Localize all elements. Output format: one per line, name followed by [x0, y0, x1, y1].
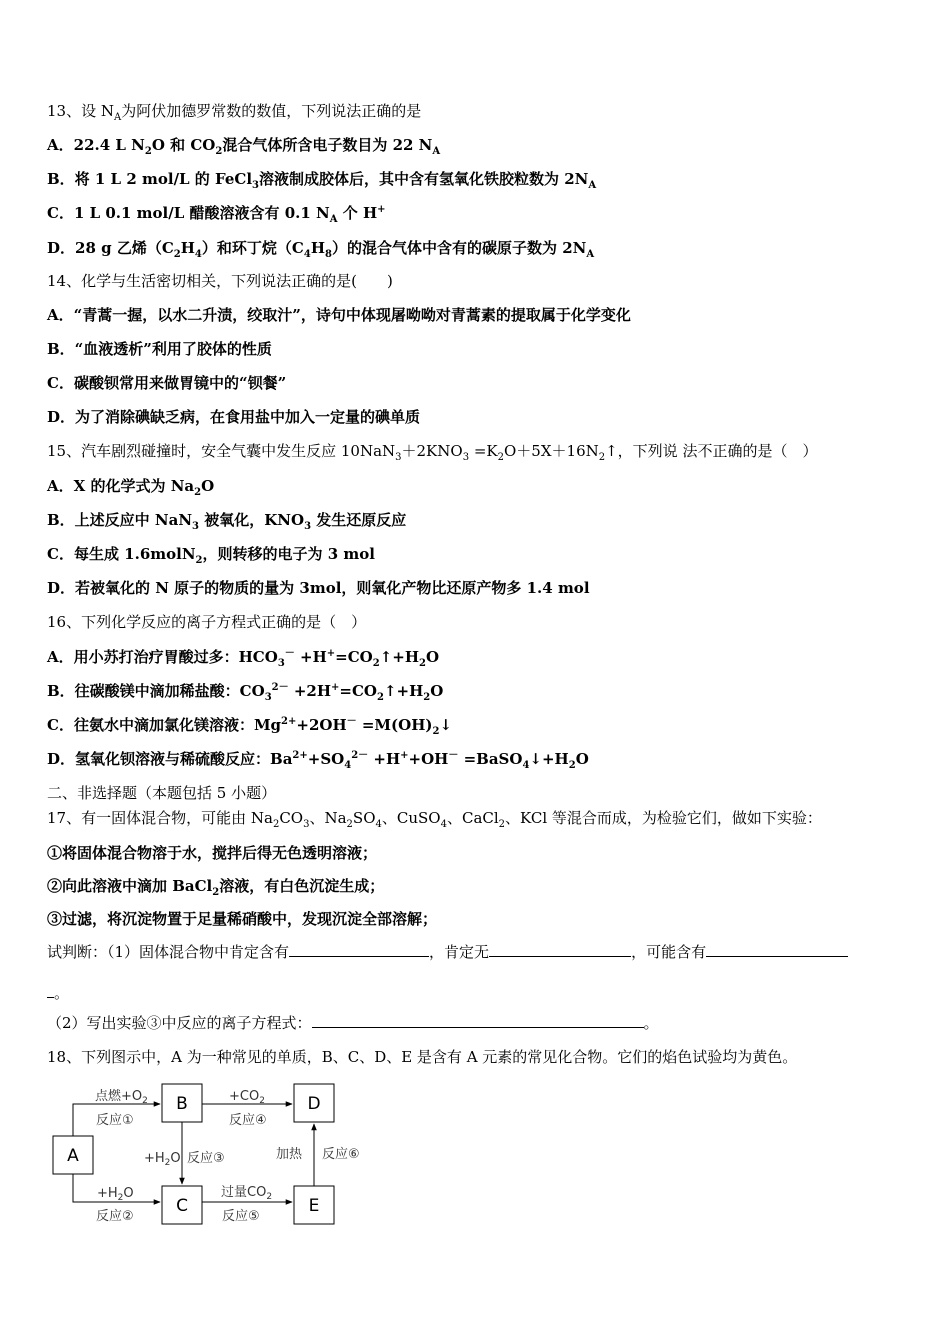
node-a: A	[67, 1146, 79, 1166]
q17-blank-tail[interactable]	[47, 983, 54, 998]
q16-stem: 16、下列化学反应的离子方程式正确的是（ ）	[47, 613, 367, 631]
q15-option-d: D．若被氧化的 N 原子的物质的量为 3mol，则氧化产物比还原产物多 1.4 mol	[47, 579, 590, 597]
q13-stem: 13、设 $N_A$为阿伏加德罗常数的数值，下列说法正确的是	[47, 102, 422, 123]
q14-option-d: D．为了消除碘缺乏病，在食用盐中加入一定量的碘单质	[47, 408, 421, 426]
q15-option-c: C．每生成 1.6molN$_2$，则转移的电子为 3 mol	[47, 545, 375, 566]
label-reaction-1: 反应①	[96, 1113, 134, 1128]
q15-option-b: B．上述反应中 NaN$_3$ 被氧化，$KNO_3$ 发生还原反应	[47, 511, 407, 532]
reaction-flow-diagram	[45, 1078, 385, 1238]
q18-stem: 18、下列图示中，A 为一种常见的单质，B、C、D、E 是含有 A 元素的常见化合物。它们的焰色试验均为黄色。	[47, 1048, 798, 1066]
q16-option-c: C．往氨水中滴加氯化镁溶液：$Mg^{2+}+2OH^-$ $=M(OH)_2↓$	[47, 716, 453, 737]
node-d: D	[307, 1094, 321, 1114]
q13-option-b: B．将 1 L 2 mol/L 的 FeCl$_3$溶液制成胶体后，其中含有氢氧化铁胶粒数为 $2N_A$	[47, 170, 597, 191]
label-reaction-3-reagent: $+H_2O$	[144, 1151, 181, 1168]
label-reaction-5-reagent: 过量$CO_2$	[221, 1185, 273, 1202]
q14-option-a: A．“青蒿一握，以水二升渍，绞取汁”，诗句中体现屠呦呦对青蒿素的提取属于化学变化	[47, 306, 631, 324]
label-reaction-3: 反应③	[187, 1151, 225, 1166]
label-reaction-1-reagent: 点燃$+O_2$	[95, 1089, 148, 1106]
section-heading: 二、非选择题（本题包括 5 小题）	[47, 784, 277, 802]
q17-judge-line: 试判断：（1）固体混合物中肯定含有 ，肯定无 ，可能含有	[47, 942, 848, 962]
label-reaction-5: 反应⑤	[222, 1209, 260, 1224]
q16-option-a: A．用小苏打治疗胃酸过多：$HCO_3^-$ $+H^+=CO_2↑+H_2O$	[47, 648, 440, 669]
q17-judge-line-end: 。	[47, 983, 69, 1003]
q17-stem: 17、有一固体混合物，可能由 $Na_2CO_3$、$Na_2SO_4$、CuSO$_4$、CaCl$_2$、KCl 等混合而成，为检验它们，做如下实验：	[47, 809, 822, 830]
q17-blank-absent[interactable]	[489, 942, 631, 957]
q17-blank-possible[interactable]	[706, 942, 848, 957]
q15-option-a: A．X 的化学式为 $Na_2O$	[47, 477, 215, 498]
q13-option-a: A．22.4 L $N_2O$ 和 $CO_2$混合气体所含电子数目为 22 $N_A$	[47, 136, 441, 157]
q17-step-2: ②向此溶液中滴加 BaCl$_2$溶液，有白色沉淀生成；	[47, 877, 385, 898]
label-reaction-2: 反应②	[96, 1209, 134, 1224]
q16-option-d: D．氢氧化钡溶液与稀硫酸反应：$Ba^{2+}+SO_4^{2-} +H^++OH^-$ $=BaSO_4↓+H_2O$	[47, 750, 589, 771]
q16-option-b: B．往碳酸镁中滴加稀盐酸：$CO_3^{2-}$ $+2H^+=CO_2↑+H_2O$	[47, 682, 444, 703]
node-c: C	[176, 1196, 188, 1216]
label-reaction-4-reagent: $+CO_2$	[229, 1089, 265, 1106]
q17-part-2: （2）写出实验③中反应的离子方程式： 。	[47, 1014, 659, 1032]
q17-blank-equation[interactable]	[312, 1013, 644, 1028]
q17-step-3: ③过滤，将沉淀物置于足量稀硝酸中，发现沉淀全部溶解；	[47, 910, 438, 928]
q15-stem: 15、汽车剧烈碰撞时，安全气囊中发生反应 $10NaN_3+2KNO_3$ $=K_2O+5X+16N_2↑$，下列说 法不正确的是（ ）	[47, 442, 818, 463]
q14-option-b: B．“血液透析”利用了胶体的性质	[47, 340, 272, 358]
label-reaction-6: 反应⑥	[322, 1147, 360, 1162]
label-reaction-6-condition: 加热	[276, 1147, 303, 1162]
label-reaction-4: 反应④	[229, 1113, 267, 1128]
q14-option-c: C．碳酸钡常用来做胃镜中的“钡餐”	[47, 374, 287, 392]
label-reaction-2-reagent: $+H_2O$	[97, 1186, 134, 1203]
node-e: E	[308, 1196, 320, 1216]
node-b: B	[176, 1094, 188, 1114]
q13-option-d: D．28 g 乙烯$(C_2H_4)$和环丁烷$(C_4H_8)$的混合气体中含有的碳原子数为 $2N_A$	[47, 239, 595, 260]
q17-step-1: ①将固体混合物溶于水，搅拌后得无色透明溶液；	[47, 844, 378, 862]
q17-blank-definite[interactable]	[289, 942, 429, 957]
q14-stem: 14、化学与生活密切相关，下列说法正确的是( )	[47, 272, 393, 290]
q13-option-c: C．1 L 0.1 mol/L 醋酸溶液含有 0.1 $N_A$ 个 H+	[47, 204, 386, 225]
